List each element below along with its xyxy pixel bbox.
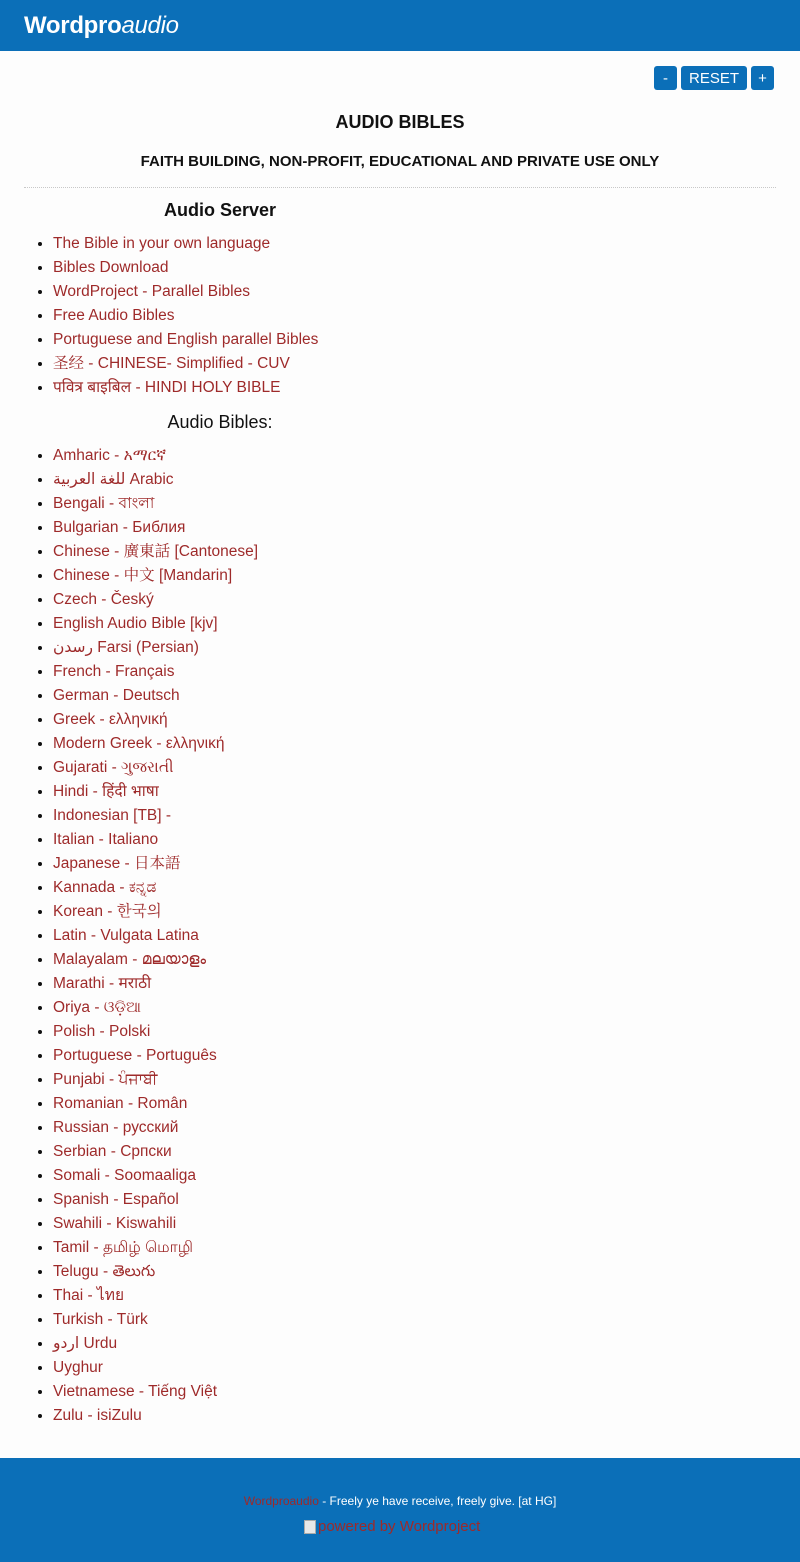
bible-list-item-link[interactable]: Romanian - Român (53, 1095, 188, 1112)
bible-list-item (53, 924, 258, 948)
bible-list-item-link[interactable]: Polish - Polski (53, 1023, 151, 1040)
bible-list-item (53, 1188, 258, 1212)
server-list-item (53, 376, 318, 400)
footer (0, 1458, 800, 1562)
bible-list-item (53, 1164, 258, 1188)
bible-list-item (53, 780, 258, 804)
bible-list-item-link[interactable]: Vietnamese - Tiếng Việt (53, 1383, 217, 1400)
server-list-item-link[interactable]: The Bible in your own language (53, 235, 271, 252)
server-list-item-link[interactable]: Free Audio Bibles (53, 307, 175, 324)
bible-list-item-link[interactable]: Telugu - తెలుగు (53, 1263, 156, 1280)
brand-bold: Wordpro (24, 11, 122, 39)
bible-list-item-link[interactable]: Serbian - Српски (53, 1143, 172, 1160)
bible-list-item (53, 852, 258, 876)
server-list-item (53, 304, 318, 328)
bible-list-item (53, 564, 258, 588)
bible-list-item-link[interactable]: Greek - ελληνική (53, 711, 168, 728)
bible-list-item-link[interactable]: German - Deutsch (53, 687, 180, 704)
bible-list-item (53, 1356, 258, 1380)
bible-list-item (53, 612, 258, 636)
server-list-item (53, 232, 318, 256)
increase-font-button[interactable]: + (751, 66, 774, 90)
bible-list-item (53, 1284, 258, 1308)
bible-list-item (53, 684, 258, 708)
bible-list-item-link[interactable]: Turkish - Türk (53, 1311, 148, 1328)
audio-bibles-list (33, 444, 258, 1428)
server-list-item-link[interactable]: Bibles Download (53, 259, 169, 276)
brand-italic: audio (121, 11, 179, 39)
bible-list-item-link[interactable]: Japanese - 日本語 (53, 855, 181, 872)
server-list-item-link[interactable]: पवित्र बाइबिल - HINDI HOLY BIBLE (53, 379, 281, 396)
audio-server-list (33, 232, 318, 400)
bible-list-item (53, 1236, 258, 1260)
bible-list-item-link[interactable]: رسدن Farsi (Persian) (53, 639, 199, 656)
bible-list-item-link[interactable]: Kannada - ಕನ್ನಡ (53, 879, 157, 896)
bible-list-item-link[interactable]: Modern Greek - ελληνική (53, 735, 225, 752)
bible-list-item (53, 1380, 258, 1404)
bible-list-item (53, 972, 258, 996)
bible-list-item-link[interactable]: Thai - ไทย (53, 1287, 125, 1304)
bible-list-item (53, 996, 258, 1020)
bible-list-item-link[interactable]: Indonesian [TB] - (53, 807, 172, 824)
server-list-item (53, 328, 318, 352)
bible-list-item (53, 876, 258, 900)
bible-list-item-link[interactable]: Malayalam - മലയാളം (53, 951, 206, 968)
bible-list-item (53, 828, 258, 852)
server-list-item-link[interactable]: 圣经 - CHINESE- Simplified - CUV (53, 355, 290, 372)
bible-list-item (53, 756, 258, 780)
server-list-item (53, 256, 318, 280)
server-list-item-link[interactable]: Portuguese and English parallel Bibles (53, 331, 319, 348)
bible-list-item-link[interactable]: Russian - русский (53, 1119, 179, 1136)
audio-bibles-heading: Audio Bibles: (167, 412, 273, 432)
bible-list-item (53, 1332, 258, 1356)
bible-list-item-link[interactable]: Latin - Vulgata Latina (53, 927, 199, 944)
bible-list-item (53, 804, 258, 828)
bible-list-item-link[interactable]: Amharic - አማርኛ (53, 447, 167, 464)
bible-list-item (53, 516, 258, 540)
bible-list-item (53, 1404, 258, 1428)
bible-list-item (53, 732, 258, 756)
bible-list-item-link[interactable]: Bulgarian - Библия (53, 519, 186, 536)
bible-list-item-link[interactable]: Portuguese - Português (53, 1047, 217, 1064)
bible-list-item-link[interactable]: Tamil - தமிழ் மொழி (53, 1239, 193, 1256)
bible-list-item (53, 1308, 258, 1332)
bible-list-item-link[interactable]: اردو Urdu (53, 1335, 118, 1352)
bible-list-item-link[interactable]: Spanish - Español (53, 1191, 179, 1208)
bible-list-item-link[interactable]: Chinese - 廣東話 [Cantonese] (53, 543, 259, 560)
bible-list-item-link[interactable]: Korean - 한국의 (53, 903, 162, 920)
broken-image-icon (304, 1520, 316, 1534)
page-subtitle: FAITH BUILDING, NON-PROFIT, EDUCATIONAL AND PRIVATE USE ONLY (140, 153, 660, 170)
bible-list-item-link[interactable]: Chinese - 中文 [Mandarin] (53, 567, 233, 584)
top-bar (0, 0, 800, 51)
bible-list-item-link[interactable]: Zulu - isiZulu (53, 1407, 142, 1424)
bible-list-item (53, 540, 258, 564)
bible-list-item (53, 492, 258, 516)
bible-list-item-link[interactable]: Hindi - हिंदी भाषा (53, 783, 159, 800)
bible-list-item (53, 1212, 258, 1236)
bible-list-item (53, 1044, 258, 1068)
bible-list-item (53, 1068, 258, 1092)
bible-list-item (53, 1020, 258, 1044)
bible-list-item (53, 588, 258, 612)
bible-list-item (53, 660, 258, 684)
footer-link[interactable]: Wordproaudio (243, 1494, 319, 1508)
powered-by-alt-text: powered by Wordproject (318, 1518, 481, 1535)
bible-list-item-link[interactable]: Swahili - Kiswahili (53, 1215, 177, 1232)
bible-list-item (53, 1116, 258, 1140)
bible-list-item (53, 1140, 258, 1164)
audio-server-heading: Audio Server (163, 200, 277, 220)
powered-by-link[interactable] (304, 1518, 480, 1535)
bible-list-item-link[interactable]: French - Français (53, 663, 175, 680)
bible-list-item-link[interactable]: English Audio Bible [kjv] (53, 615, 218, 632)
font-size-controls (654, 66, 774, 90)
bible-list-item-link[interactable]: Oriya - ଓଡ଼ିଆ (53, 999, 141, 1016)
footer-motto: - Freely ye have receive, freely give. [at HG] (318, 1494, 557, 1508)
bible-list-item-link[interactable]: Marathi - मराठी (53, 975, 152, 992)
bible-list-item (53, 948, 258, 972)
bible-list-item-link[interactable]: Czech - Český (53, 591, 154, 608)
bible-list-item (53, 1260, 258, 1284)
bible-list-item-link[interactable]: للغة العربية Arabic (53, 471, 174, 488)
server-list-item (53, 280, 318, 304)
bible-list-item-link[interactable]: Somali - Soomaaliga (53, 1167, 197, 1184)
page-title: AUDIO BIBLES (335, 112, 465, 132)
bible-list-item-link[interactable]: Gujarati - ગુજરાતી (53, 759, 174, 776)
bible-list-item (53, 708, 258, 732)
site-logo[interactable] (24, 12, 179, 40)
bible-list-item-link[interactable]: Italian - Italiano (53, 831, 159, 848)
bible-list-item (53, 468, 258, 492)
bible-list-item (53, 1092, 258, 1116)
bible-list-item-link[interactable]: Bengali - বাংলা (53, 495, 155, 512)
decrease-font-button[interactable]: - (654, 66, 677, 90)
reset-font-button[interactable]: RESET (681, 66, 747, 90)
server-list-item (53, 352, 318, 376)
bible-list-item-link[interactable]: Uyghur (53, 1359, 103, 1376)
bible-list-item (53, 636, 258, 660)
bible-list-item (53, 900, 258, 924)
bible-list-item-link[interactable]: Punjabi - ਪੰਜਾਬੀ (53, 1071, 158, 1088)
bible-list-item (53, 444, 258, 468)
footer-text (0, 1494, 800, 1508)
divider (24, 187, 776, 188)
server-list-item-link[interactable]: WordProject - Parallel Bibles (53, 283, 250, 300)
